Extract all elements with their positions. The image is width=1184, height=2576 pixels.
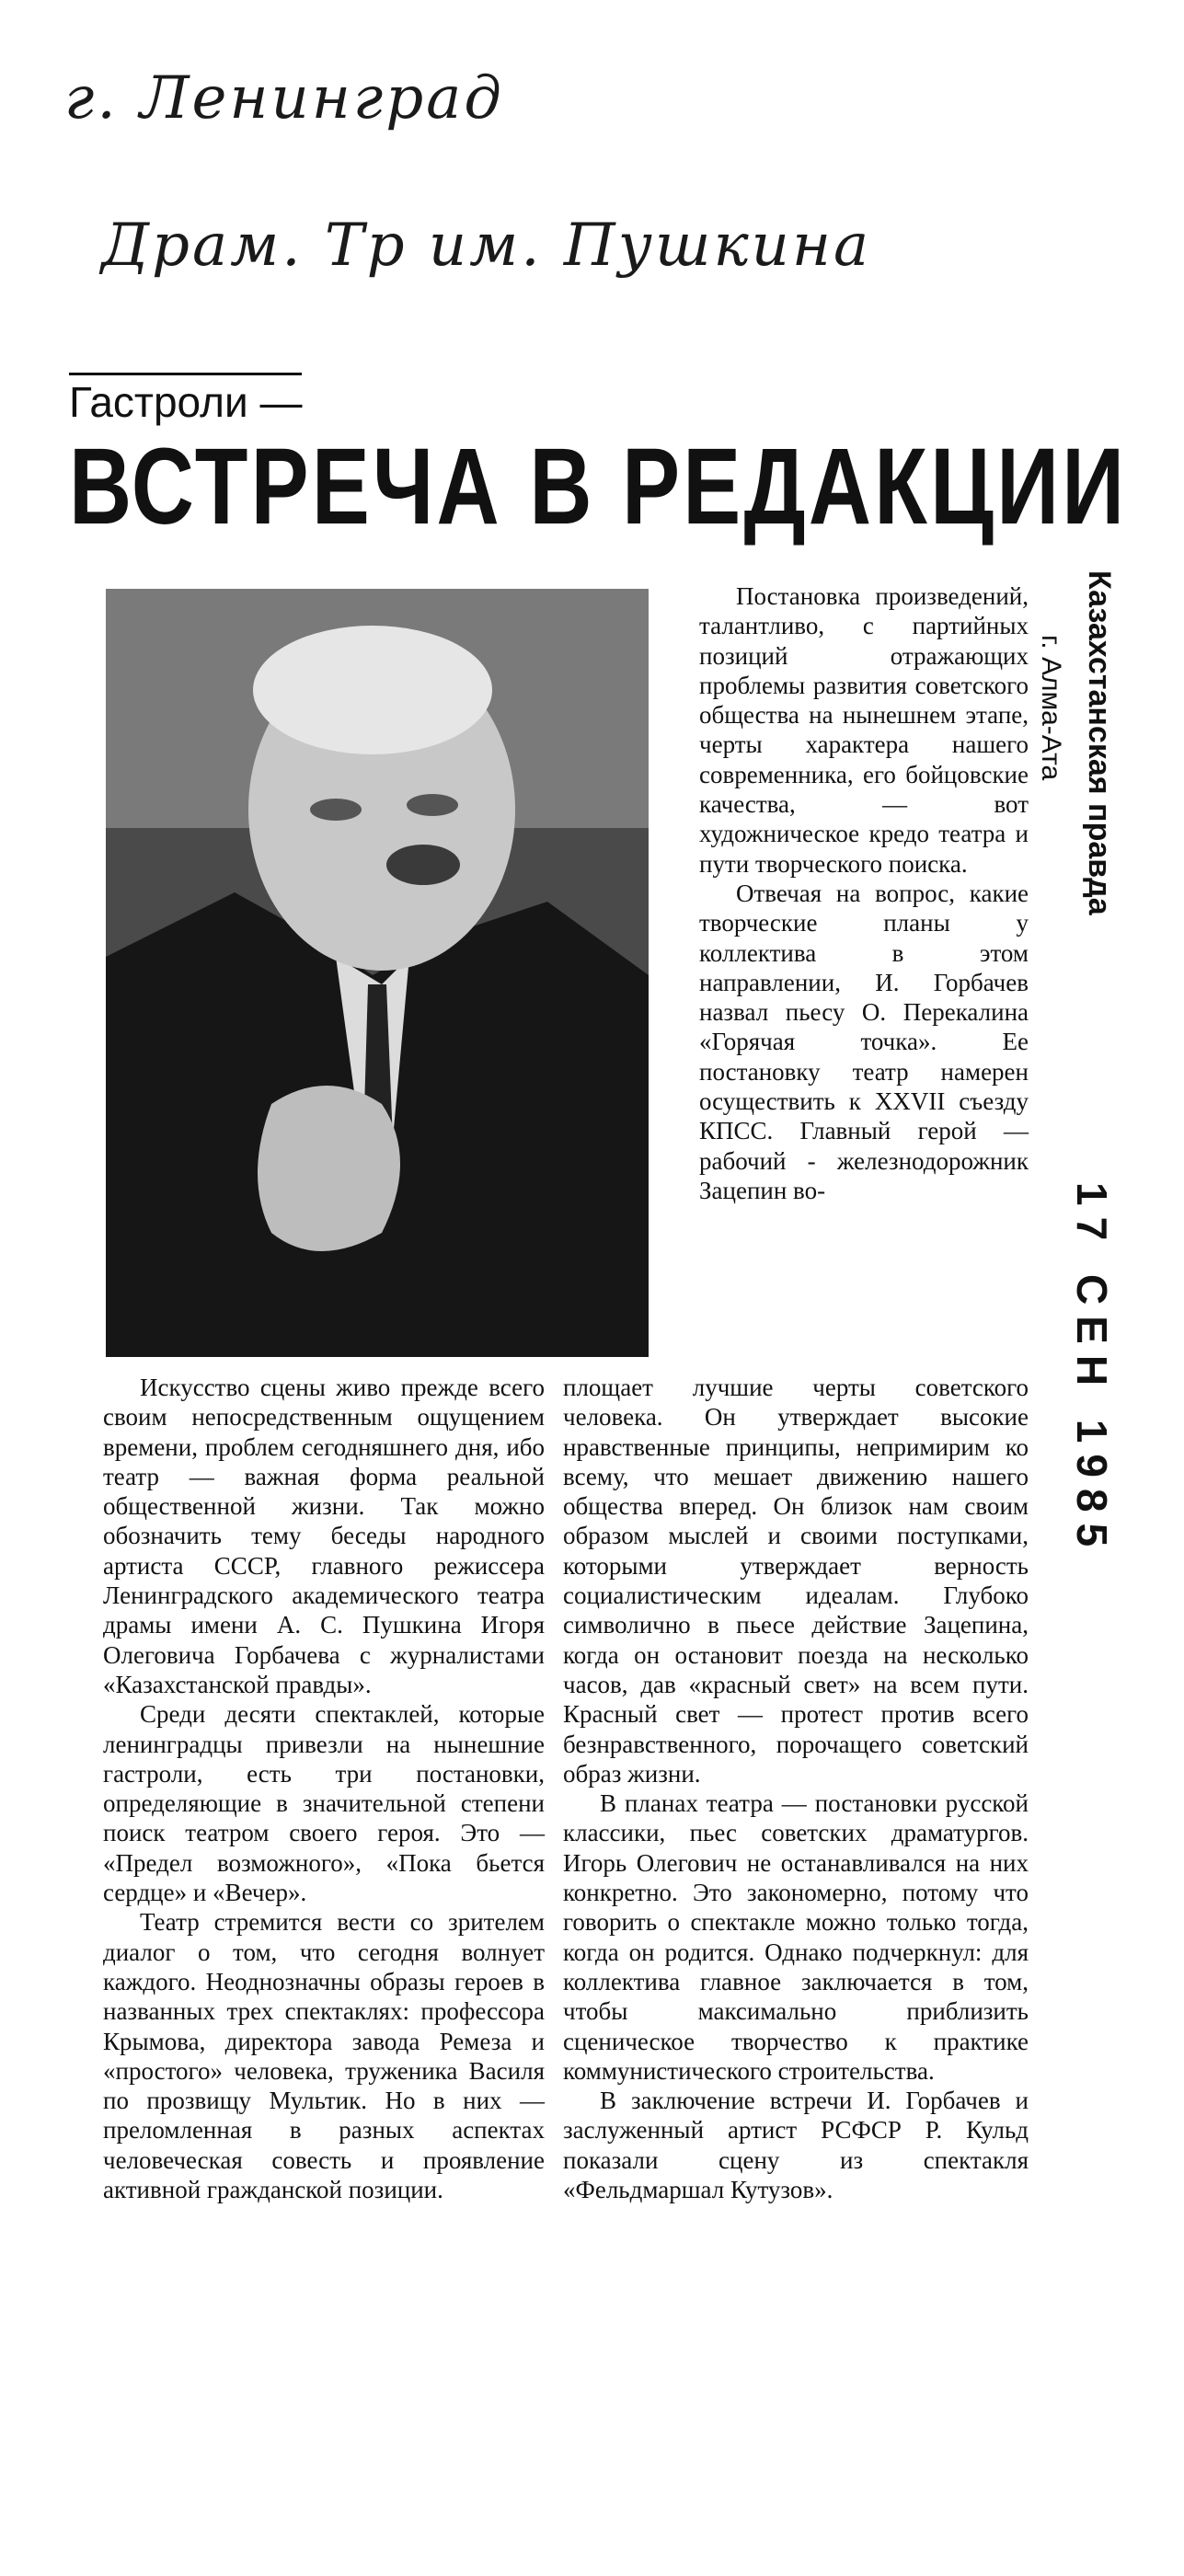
date-stamp: 17 СЕН 1985 [1068, 1182, 1116, 1558]
paragraph: Искусство сцены живо прежде всего своим непосредственным ощущением времени, проблем сегодняшнего дня, ибо театр — важная форма реальной общественной жизни. Так можно обозначить тему беседы народного артиста СССР, главного режиссера Ленинградского академического театра драмы имени А. С. Пушкина Игоря Олеговича Горбачева с журналистами «Казахстанской правды». [103, 1374, 545, 1698]
handwritten-city-note: г. Ленинград [64, 64, 504, 132]
article-column-right-bottom [563, 1373, 1029, 2204]
article-column-right-top [699, 581, 1029, 1205]
section-kicker: Гастроли — [69, 373, 302, 427]
newspaper-name-stamp: Казахстанская правда [1082, 570, 1117, 915]
portrait-photo [106, 589, 649, 1357]
paragraph: Среди десяти спектаклей, которые ленинградцы привезли на нынешние гастроли, есть три постановки, определяющие в значительной степени поиск театром своего героя. Это — «Предел возможного», «Пока бьется сердце» и «Вечер». [103, 1700, 545, 1907]
paragraph: В заключение встречи И. Горбачев и заслуженный артист РСФСР Р. Кульд показали сцену из спектакля «Фельдмаршал Кутузов». [563, 2087, 1029, 2204]
paragraph: Постановка произведений, талантливо, с партийных позиций отражающих проблемы развития советского общества на нынешнем этапе, черты характера нашего современника, его бойцовские качества, — вот художническое кредо театра и пути творческого поиска. [699, 582, 1029, 878]
handwritten-theatre-note: Драм. Тр им. Пушкина [101, 212, 872, 280]
article-headline: ВСТРЕЧА В РЕДАКЦИИ [69, 426, 1128, 547]
paragraph: Театр стремится вести со зрителем диалог о том, что сегодня волнует каждого. Неоднозначны образы героев в названных трех спектаклях: профессора Крымова, директора завода Ремеза и «простого» человека, труженика Василя по прозвищу Мультик. Но в них — преломленная в разных аспектах человеческая совесть и проявление активной гражданской позиции. [103, 1908, 545, 2204]
portrait-illustration [106, 589, 649, 1357]
newspaper-city-stamp: г. Алма-Ата [1036, 635, 1066, 781]
paragraph: Отвечая на вопрос, какие творческие планы у коллектива в этом направлении, И. Горбачев назвал пьесу О. Перекалина «Горячая точка». Ее постановку театр намерен осуществить к XXVII съезду КПСС. Главный герой — рабочий - железнодорожник Зацепин во- [699, 879, 1029, 1204]
paragraph: В планах театра — постановки русской классики, пьес советских драматургов. Игорь Олегович не останавливался на них конкретно. Это закономерно, потому что говорить о спектакле можно только тогда, когда он родится. Однако подчеркнул: для коллектива главное заключается в том, чтобы максимально приблизить сценическое творчество к практике коммунистического строительства. [563, 1789, 1029, 2085]
paragraph: площает лучшие черты советского человека. Он утверждает высокие нравственные принципы, непримирим ко всему, что мешает движению нашего общества вперед. Он близок нам своим образом мыслей и своими поступками, которыми утверждает верность социалистическим идеалам. Глубоко символично в пьесе действие Зацепина, когда он остановит поезда на несколько часов, дав «красный свет» на всем пути. Красный свет — протест против всего безнравственного, порочащего советский образ жизни. [563, 1374, 1029, 1788]
article-column-left [103, 1373, 545, 2204]
